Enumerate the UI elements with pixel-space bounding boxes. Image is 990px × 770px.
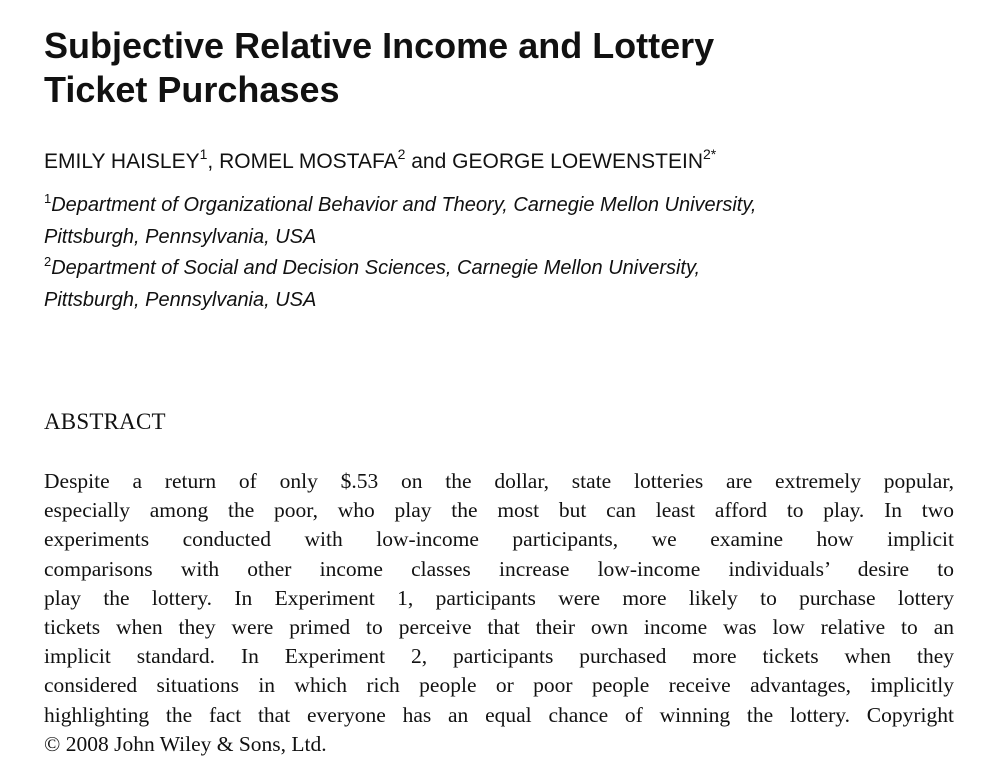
title-line: Subjective Relative Income and Lottery	[44, 25, 715, 66]
affiliation-text: Department of Organizational Behavior and Theory, Carnegie Mellon University,	[51, 194, 757, 216]
title-line: Ticket Purchases	[44, 69, 340, 110]
affiliation-line: Pittsburgh, Pennsylvania, USA	[44, 288, 317, 311]
affiliation-text: Department of Social and Decision Sciences, Carnegie Mellon University,	[51, 257, 701, 279]
abstract-line: comparisons with other income classes increase low-income individuals’ desire to	[44, 556, 954, 581]
paper-title	[44, 24, 944, 112]
author-separator: ,	[207, 150, 220, 173]
affiliation-marker: 2	[44, 254, 52, 269]
affiliation-line: Pittsburgh, Pennsylvania, USA	[44, 225, 317, 248]
author-name: GEORGE LOEWENSTEIN	[452, 150, 704, 173]
author-name: EMILY HAISLEY	[44, 150, 200, 173]
affiliation-line	[44, 190, 964, 222]
author-affiliation-marker: 2	[397, 146, 406, 162]
abstract-line: © 2008 John Wiley & Sons, Ltd.	[44, 731, 327, 756]
abstract-heading: ABSTRACT	[44, 409, 166, 434]
abstract-line: Despite a return of only $.53 on the dollar, state lotteries are extremely popular,	[44, 469, 954, 493]
affiliation-marker: 1	[44, 191, 52, 206]
author-list	[44, 148, 716, 176]
author-separator: and	[405, 150, 453, 173]
affiliations	[44, 190, 964, 316]
abstract-line: considered situations in which rich people or poor people receive advantages, implicitly	[44, 673, 954, 698]
author-affiliation-marker: 2*	[703, 146, 717, 162]
abstract-line: experiments conducted with low-income participants, we examine how implicit	[44, 527, 954, 552]
author-name: ROMEL MOSTAFA	[219, 150, 398, 173]
abstract-line: implicit standard. In Experiment 2, participants purchased more tickets when they	[44, 644, 954, 669]
author-affiliation-marker: 1	[199, 146, 208, 162]
abstract-line: highlighting the fact that everyone has an equal chance of winning the lottery. Copyright	[44, 702, 954, 727]
abstract-line: play the lottery. In Experiment 1, participants were more likely to purchase lottery	[44, 585, 954, 610]
abstract-line: especially among the poor, who play the most but can least afford to play. In two	[44, 498, 954, 523]
affiliation-line	[44, 253, 964, 285]
abstract-body	[44, 467, 954, 759]
abstract-line: tickets when they were primed to perceive that their own income was low relative to an	[44, 615, 954, 640]
